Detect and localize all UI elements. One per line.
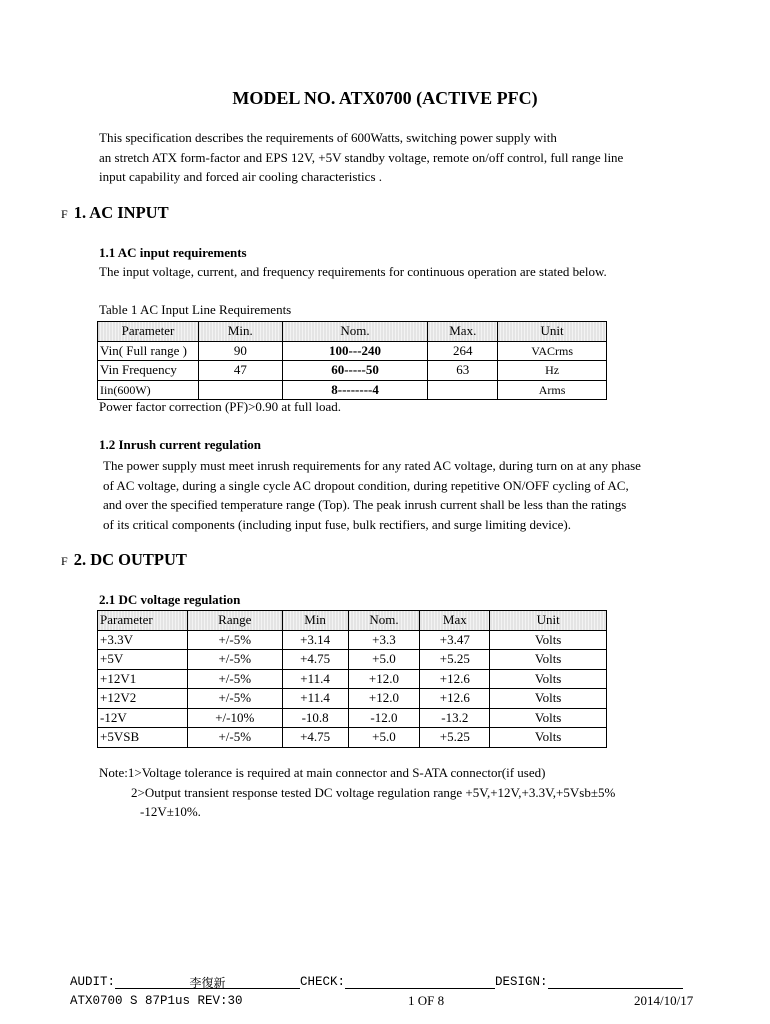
table-cell: -12.0 (348, 708, 420, 728)
table-header-cell: Max (420, 611, 490, 631)
table-cell: 47 (198, 361, 282, 381)
subsection-text: The input voltage, current, and frequency requirements for continuous operation are stated below. (99, 264, 607, 279)
table-cell: Vin( Full range ) (98, 341, 199, 361)
table-header-cell: Parameter (98, 322, 199, 342)
table-cell: +11.4 (282, 689, 348, 709)
table-cell: +12.0 (348, 669, 420, 689)
table-header-cell: Min (282, 611, 348, 631)
table-cell: +/-5% (187, 650, 282, 670)
table-header-cell: Unit (490, 611, 607, 631)
paragraph-line: of its critical components (including input fuse, bulk rectifiers, and surge limiting device). (103, 516, 572, 532)
table-cell: 264 (428, 341, 498, 361)
table-row (98, 689, 607, 709)
inrush-paragraph (103, 456, 641, 534)
table-cell: +3.3V (98, 630, 188, 650)
note-line: 2>Output transient response tested DC voltage regulation range +5V,+12V,+3.3V,+5Vsb±5% (131, 785, 616, 800)
table-cell: 8--------4 (282, 380, 428, 400)
table-cell: +3.47 (420, 630, 490, 650)
table-row (98, 708, 607, 728)
table-cell: -13.2 (420, 708, 490, 728)
section-marker: F (61, 207, 68, 221)
table-cell: 100---240 (282, 341, 428, 361)
note-line: Note:1>Voltage tolerance is required at main connector and S-ATA connector(if used) (99, 765, 546, 780)
table-cell: Volts (490, 630, 607, 650)
audit-signature: 李復新 (115, 974, 300, 989)
audit-label: AUDIT: (70, 975, 116, 989)
intro-line: input capability and forced air cooling characteristics . (99, 169, 382, 184)
table-cell: -10.8 (282, 708, 348, 728)
intro-line: This specification describes the requirements of 600Watts, switching power supply with (99, 130, 557, 145)
table-cell: -12V (98, 708, 188, 728)
table-cell: Volts (490, 708, 607, 728)
table-cell: +/-5% (187, 669, 282, 689)
table-header-row (98, 611, 607, 631)
table-cell: +/-5% (187, 689, 282, 709)
check-signature-blank (345, 974, 495, 989)
section-marker: F (61, 554, 68, 568)
table-cell: +5.0 (348, 650, 420, 670)
table-header-cell: Nom. (282, 322, 428, 342)
table-cell: 60-----50 (282, 361, 428, 381)
table-cell: +/-10% (187, 708, 282, 728)
table-cell (428, 380, 498, 400)
table-cell: +12.6 (420, 669, 490, 689)
table-cell: +/-5% (187, 728, 282, 748)
intro-paragraph (99, 128, 623, 187)
subsection-heading: 1.1 AC input requirements (99, 245, 247, 260)
table-cell: Volts (490, 669, 607, 689)
table-cell: +5.25 (420, 650, 490, 670)
subsection-heading: 2.1 DC voltage regulation (99, 592, 241, 607)
table-cell: Vin Frequency (98, 361, 199, 381)
table-cell: +12V2 (98, 689, 188, 709)
table-cell: 90 (198, 341, 282, 361)
note-line: -12V±10%. (140, 804, 201, 819)
table-cell (198, 380, 282, 400)
table-cell: +12V1 (98, 669, 188, 689)
table-caption: Table 1 AC Input Line Requirements (99, 302, 292, 317)
table-cell: +/-5% (187, 630, 282, 650)
paragraph-line: The power supply must meet inrush requirements for any rated AC voltage, during turn on at any phase (103, 458, 641, 473)
page-number: 1 OF 8 (408, 993, 445, 1008)
page-title: MODEL NO. ATX0700 (ACTIVE PFC) (232, 88, 538, 108)
table-cell: +4.75 (282, 650, 348, 670)
section-title: 1. AC INPUT (73, 203, 169, 222)
signature-line (70, 974, 683, 989)
intro-line: an stretch ATX form-factor and EPS 12V, +5V standby voltage, remote on/off control, full range line (99, 149, 624, 165)
section-heading-ac-input (61, 203, 169, 223)
table-cell: +3.3 (348, 630, 420, 650)
table-cell: +5V (98, 650, 188, 670)
table-row (98, 630, 607, 650)
table-cell: +12.6 (420, 689, 490, 709)
ac-input-table (97, 321, 607, 400)
document-id: ATX0700 S 87P1us REV:30 (70, 994, 243, 1008)
table-cell: +5VSB (98, 728, 188, 748)
table-header-cell: Unit (498, 322, 607, 342)
section-title: 2. DC OUTPUT (73, 550, 187, 569)
paragraph-line: of AC voltage, during a single cycle AC dropout condition, during repetitive ON/OFF cycling of AC, (103, 477, 629, 493)
table-cell: Volts (490, 650, 607, 670)
table-cell: Iin(600W) (98, 380, 199, 400)
table-row (98, 728, 607, 748)
table-cell: +3.14 (282, 630, 348, 650)
table-cell: 63 (428, 361, 498, 381)
subsection-heading: 1.2 Inrush current regulation (99, 437, 262, 452)
paragraph-line: and over the specified temperature range (Top). The peak inrush current shall be less than the ratings (103, 497, 627, 512)
table-cell: +5.25 (420, 728, 490, 748)
dc-regulation-table (97, 610, 607, 748)
design-label: DESIGN: (495, 975, 548, 989)
table-header-row (98, 322, 607, 342)
table-row (98, 341, 607, 361)
table-header-cell: Range (187, 611, 282, 631)
table-cell: +11.4 (282, 669, 348, 689)
check-label: CHECK: (300, 975, 346, 989)
table-header-cell: Min. (198, 322, 282, 342)
pf-note: Power factor correction (PF)>0.90 at full load. (99, 399, 341, 414)
table-cell: Volts (490, 689, 607, 709)
table-cell: Volts (490, 728, 607, 748)
table-cell: +5.0 (348, 728, 420, 748)
table-header-cell: Parameter (98, 611, 188, 631)
table-cell: Arms (498, 380, 607, 400)
table-header-cell: Nom. (348, 611, 420, 631)
table-cell: +4.75 (282, 728, 348, 748)
table-row (98, 650, 607, 670)
section-heading-dc-output (61, 550, 187, 570)
document-date: 2014/10/17 (634, 993, 694, 1008)
table-header-cell: Max. (428, 322, 498, 342)
table-cell: +12.0 (348, 689, 420, 709)
table-cell: Hz (498, 361, 607, 381)
table-cell: VACrms (498, 341, 607, 361)
table-row (98, 669, 607, 689)
table-row (98, 361, 607, 381)
design-signature-blank (548, 974, 683, 989)
table-row (98, 380, 607, 400)
